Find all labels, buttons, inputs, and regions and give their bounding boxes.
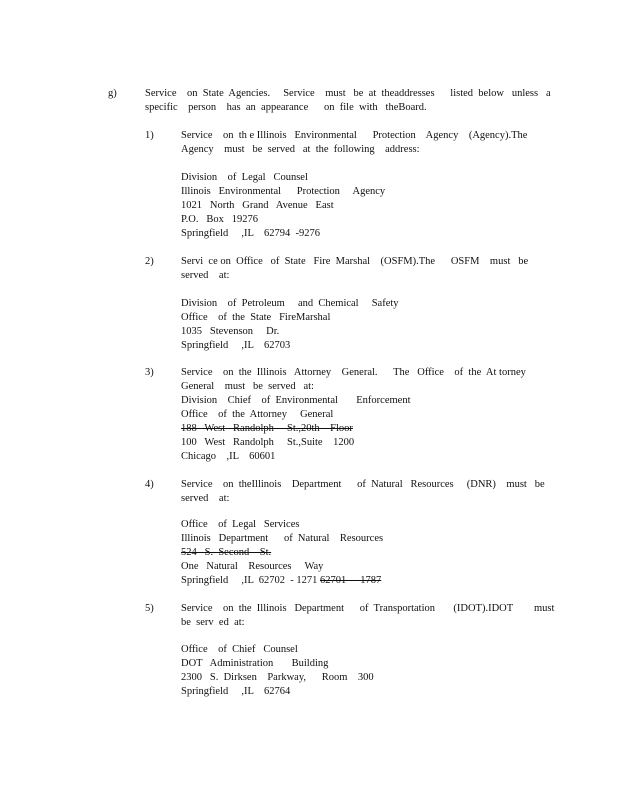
item-4-struck-zip: 62701 -1787: [320, 575, 382, 586]
item-4-number: 4): [145, 479, 154, 490]
item-4-line-2: served at:: [181, 493, 230, 504]
section-label: g): [108, 88, 117, 99]
item-3-address-line: 100 West Randolph St.,Suite 1200: [181, 437, 355, 448]
item-1-address-line: Illinois Environmental Protection Agency: [181, 186, 386, 197]
item-5-line-1: Service on the Illinois Department of Transportation (IDOT).IDOT must: [181, 603, 555, 614]
item-1-address-line: Springfield ,IL 62794 -9276: [181, 228, 321, 239]
section-intro-line-1: Service on State Agencies. Service must be at theaddresses listed below unless a: [145, 88, 551, 99]
item-3-address-line: Division Chief of Environmental Enforcement: [181, 395, 411, 406]
item-1-number: 1): [145, 130, 154, 141]
item-5-address-line: DOT Administration Building: [181, 658, 329, 669]
item-3-address-line: Office of the Attorney General: [181, 409, 334, 420]
item-2-line-2: served at:: [181, 270, 230, 281]
item-5-address-line: 2300 S. Dirksen Parkway, Room 300: [181, 672, 374, 683]
item-3-line-2: General must be served at:: [181, 381, 314, 392]
item-2-line-1: Servi ce on Office of State Fire Marshal (OSFM).The OSFM must be: [181, 256, 529, 267]
item-2-address-line: Division of Petroleum and Chemical Safety: [181, 298, 399, 309]
item-4-address-line: Illinois Department of Natural Resources: [181, 533, 384, 544]
item-1-line-2: Agency must be served at the following address:: [181, 144, 420, 155]
item-1-address-line: P.O. Box 19276: [181, 214, 259, 225]
item-4-address-text: Springfield ,IL 62702 - 1271: [181, 575, 318, 586]
section-intro-line-2: specific person has an appearance on file with theBoard.: [145, 102, 427, 113]
item-3-line-1: Service on the Illinois Attorney General. The Office of the At torney: [181, 367, 526, 378]
item-5-address-line: Office of Chief Counsel: [181, 644, 298, 655]
item-4-address-line: Office of Legal Services: [181, 519, 300, 530]
item-4-address-line: One Natural Resources Way: [181, 561, 324, 572]
item-5-address-line: Springfield ,IL 62764: [181, 686, 291, 697]
item-5-line-2: be serv ed at:: [181, 617, 245, 628]
item-2-number: 2): [145, 256, 154, 267]
item-3-address-line: Chicago ,IL 60601: [181, 451, 276, 462]
item-2-address-line: Office of the State FireMarshal: [181, 312, 331, 323]
item-1-address-line: 1021 North Grand Avenue East: [181, 200, 334, 211]
item-3-number: 3): [145, 367, 154, 378]
item-4-line-1: Service on theIllinois Department of Natural Resources (DNR) must be: [181, 479, 545, 490]
item-5-number: 5): [145, 603, 154, 614]
item-4-address-line-with-struck-suffix: [181, 574, 381, 588]
item-2-address-line: 1035 Stevenson Dr.: [181, 326, 280, 337]
item-2-address-line: Springfield ,IL 62703: [181, 340, 291, 351]
item-4-struck-address-line: 524 S. Second St.: [181, 547, 272, 558]
item-3-struck-address-line: 188 West Randolph St.,20th Floor: [181, 423, 353, 434]
item-1-line-1: Service on th e Illinois Environmental Protection Agency (Agency).The: [181, 130, 528, 141]
item-1-address-line: Division of Legal Counsel: [181, 172, 308, 183]
